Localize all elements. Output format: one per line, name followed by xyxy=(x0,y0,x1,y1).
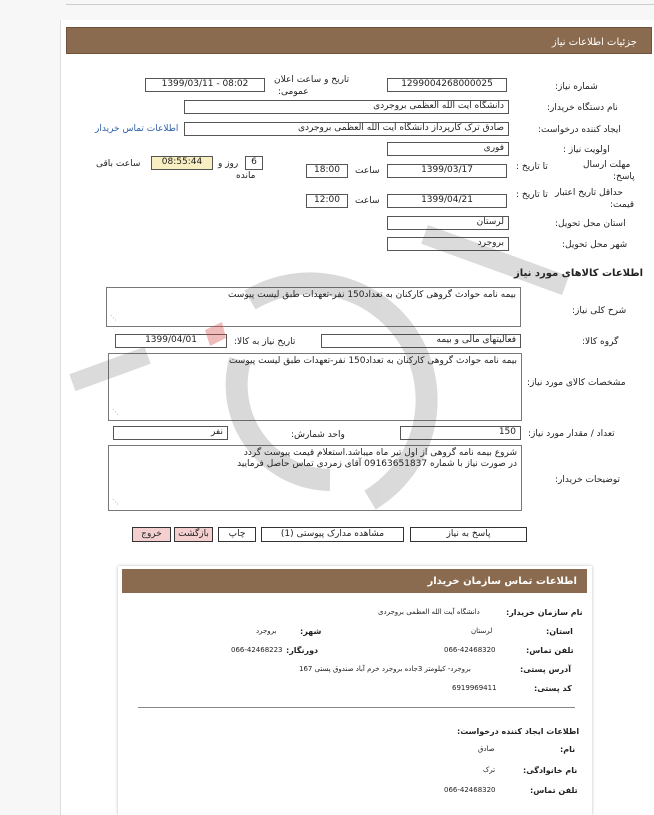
price-until-date-label: تا تاریخ : xyxy=(516,190,548,200)
goods-group-field: فعالیتهای مالی و بیمه xyxy=(321,334,521,348)
remaining-label: مانده xyxy=(236,171,256,181)
buyer-contact-card-header xyxy=(122,569,587,593)
specs-textarea xyxy=(108,353,522,421)
creator-phone-label: تلفن تماس: xyxy=(530,786,578,795)
specs-label: مشخصات کالای مورد نیاز: xyxy=(527,378,626,388)
buyer-notes-line-2: در صورت نیاز با شماره 09163651837 آقای زمردی تماس حاصل فرمایید xyxy=(237,459,517,469)
unit-label: واحد شمارش: xyxy=(291,430,345,440)
contact-org-label: نام سازمان خریدار: xyxy=(506,608,583,617)
buyer-org-field: دانشگاه آیت الله العظمی بروجردی xyxy=(184,100,509,114)
contact-address-label: آدرس پستی: xyxy=(520,665,571,674)
days-remaining-field: 6 xyxy=(245,156,263,170)
announce-label-1: تاریخ و ساعت اعلان xyxy=(274,75,350,85)
creator-last-name-label: نام خانوادگی: xyxy=(523,766,578,775)
send-until-date-label: تا تاریخ : xyxy=(516,162,548,172)
send-deadline-label-1: مهلت ارسال xyxy=(583,160,631,170)
buyer-notes-line-1: شروع بیمه نامه گروهی از اول تیر ماه میباشد.استعلام قیمت پیوست گردد xyxy=(243,448,517,458)
contact-postal-label: کد پستی: xyxy=(534,684,572,693)
remaining-time-field: 08:55:44 xyxy=(151,156,213,170)
goods-group-label: گروه کالا: xyxy=(582,337,619,347)
send-time-field: 18:00 xyxy=(306,164,348,178)
specs-text: بیمه نامه حوادث گروهی کارکنان به تعداد150 نفر-تعهدات طبق لیست پیوست xyxy=(228,356,517,366)
print-button[interactable]: چاپ xyxy=(218,527,256,542)
buyer-org-label: نام دستگاه خریدار: xyxy=(547,103,618,113)
contact-org-value: دانشگاه آیت الله العظمی بروجردی xyxy=(378,608,480,616)
general-desc-label: شرح کلی نیاز: xyxy=(572,306,627,316)
need-date-field: 1399/04/01 xyxy=(115,334,227,348)
buyer-notes-label: توضیحات خریدار: xyxy=(555,475,621,485)
contact-postal-value: 6919969411 xyxy=(452,684,497,692)
contact-fax-label: دورنگار: xyxy=(286,646,319,655)
view-attachments-button[interactable]: مشاهده مدارک پیوستی (1) xyxy=(261,527,404,542)
goods-section-title: اطلاعات کالاهای مورد نیاز xyxy=(514,268,644,279)
page-header xyxy=(66,27,652,54)
remaining-hours-label: ساعت باقی xyxy=(96,159,141,169)
resize-handle-icon[interactable]: ⋰ xyxy=(110,314,117,322)
send-time-label: ساعت xyxy=(355,166,380,176)
general-desc-textarea xyxy=(106,287,521,327)
resize-handle-icon[interactable]: ⋰ xyxy=(112,498,119,506)
contact-province-value: لرستان xyxy=(471,627,493,635)
buyer-contact-title: اطلاعات تماس سازمان خریدار xyxy=(427,576,577,587)
creator-label: ایجاد کننده درخواست: xyxy=(538,125,621,135)
price-deadline-label-2: قیمت: xyxy=(610,200,635,210)
days-label: روز و xyxy=(218,159,239,169)
top-divider xyxy=(66,0,654,5)
creator-first-name-label: نام: xyxy=(560,745,576,754)
back-button[interactable]: بازگشت xyxy=(174,527,213,542)
priority-field: فوری xyxy=(387,142,509,156)
general-desc-text: بیمه نامه حوادث گروهی کارکنان به تعداد150 نفر-تعهدات طبق لیست پیوست xyxy=(227,290,516,300)
price-time-field: 12:00 xyxy=(306,194,348,208)
creator-phone-value: 066-42468320 xyxy=(444,786,496,794)
page-title: جزئیات اطلاعات نیاز xyxy=(551,37,637,48)
price-date-field: 1399/04/21 xyxy=(387,194,507,208)
price-time-label: ساعت xyxy=(355,196,380,206)
province-field: لرستان xyxy=(387,216,509,230)
need-date-label: تاریخ نیاز به کالا: xyxy=(234,337,296,347)
qty-field: 150 xyxy=(400,426,521,440)
priority-label: اولویت نیاز : xyxy=(563,145,610,155)
province-label: استان محل تحویل: xyxy=(555,219,626,229)
buyer-contact-card xyxy=(118,566,592,815)
qty-label: تعداد / مقدار مورد نیاز: xyxy=(528,429,615,439)
send-deadline-label-2: پاسخ: xyxy=(613,172,635,182)
price-deadline-label-1: حداقل تاریخ اعتبار xyxy=(555,188,623,198)
creator-section-title: اطلاعات ایجاد کننده درخواست: xyxy=(457,727,580,736)
contact-phone-label: تلفن تماس: xyxy=(526,646,574,655)
creator-first-name-value: صادق xyxy=(478,745,495,753)
buyer-contact-link[interactable]: اطلاعات تماس خریدار xyxy=(95,124,179,134)
contact-address-value: بروجرد- کیلومتر 3جاده بروجرد خرم آباد صندوق پستی 167 xyxy=(299,665,471,673)
contact-fax-value: 066-42468223 xyxy=(231,646,283,654)
need-number-field: 1299004268000025 xyxy=(387,78,507,92)
creator-field: صادق ترک کارپرداز دانشگاه آیت الله العظمی بروجردی xyxy=(184,122,509,136)
send-date-field: 1399/03/17 xyxy=(387,164,507,178)
creator-last-name-value: ترک xyxy=(483,766,496,774)
contact-divider xyxy=(138,707,575,708)
unit-field: نفر xyxy=(113,426,228,440)
city-field: بروجرد xyxy=(387,237,509,251)
contact-phone-value: 066-42468320 xyxy=(444,646,496,654)
need-number-label: شماره نیاز: xyxy=(555,82,598,92)
contact-city-value: بروجرد xyxy=(256,627,277,635)
city-label: شهر محل تحویل: xyxy=(562,240,628,250)
announce-date-field: 1399/03/11 - 08:02 xyxy=(145,78,265,92)
buyer-notes-textarea xyxy=(108,445,522,511)
exit-button[interactable]: خروج xyxy=(132,527,171,542)
reply-button[interactable]: پاسخ به نیاز xyxy=(410,527,527,542)
contact-city-label: شهر: xyxy=(300,627,322,636)
contact-province-label: استان: xyxy=(546,627,573,636)
resize-handle-icon[interactable]: ⋰ xyxy=(112,408,119,416)
announce-label-2: عمومی: xyxy=(278,87,309,97)
